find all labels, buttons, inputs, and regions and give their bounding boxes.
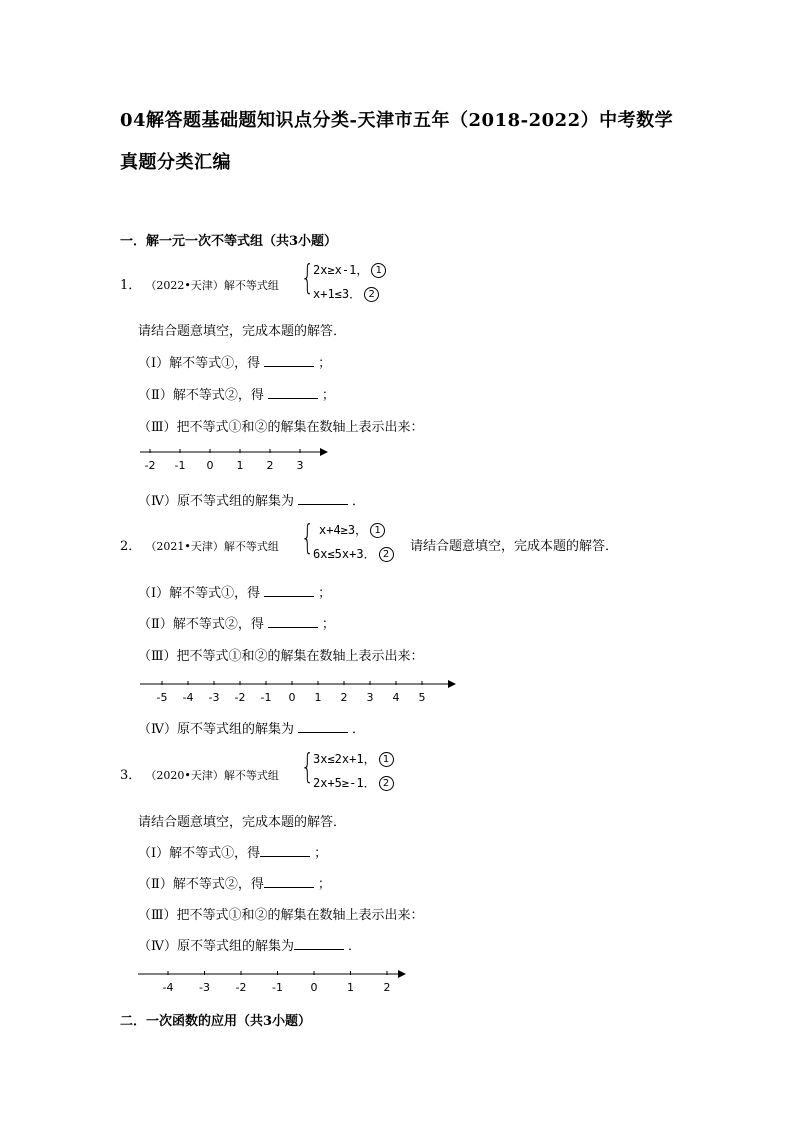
- q1-source: （2022•天津）解不等式组: [145, 279, 279, 292]
- q1-step3: （Ⅲ）把不等式①和②的解集在数轴上表示出来：: [138, 420, 424, 435]
- q1-tick-label: 1: [236, 459, 244, 472]
- q1-axis-arrow: [320, 448, 328, 456]
- q1-instruction: 请结合题意填空，完成本题的解答．: [138, 324, 347, 339]
- q3-step4: [138, 935, 361, 954]
- q1-number-line: [138, 442, 338, 476]
- q3-eq2-text: 2x+5≥-1．: [313, 776, 376, 790]
- q1-circle-2: 2: [364, 287, 379, 302]
- q3-eq1-text: 3x≤2x+1，: [313, 752, 376, 766]
- q3-number: 3．: [120, 768, 142, 783]
- q2-circle-1: 1: [370, 523, 385, 538]
- q3-tick-label: -3: [199, 981, 210, 994]
- q2-tick-label: -3: [208, 691, 220, 704]
- q2-step4: [138, 718, 365, 737]
- q3-tick-label: 2: [383, 981, 391, 994]
- q2-eq2-text: 6x≤5x+3．: [313, 547, 376, 561]
- q3-step2-end: ；: [317, 877, 331, 892]
- q1-step1-blank[interactable]: [264, 354, 314, 367]
- q2-step4-blank[interactable]: [298, 720, 348, 733]
- q3-step1-blank[interactable]: [260, 844, 310, 857]
- q3-axis-arrow: [398, 970, 406, 978]
- page-title-line-1: 04解答题基础题知识点分类-天津市五年（2018-2022）中考数学: [120, 110, 674, 131]
- q3-step1: [138, 842, 327, 861]
- q3-number-line: [136, 965, 412, 999]
- q3-instruction: 请结合题意填空，完成本题的解答．: [138, 815, 347, 830]
- section-1-heading: 一．解一元一次不等式组（共3小题）: [120, 234, 338, 249]
- q1-step1-end: ；: [318, 356, 332, 371]
- page-title-line-2: 真题分类汇编: [120, 152, 231, 173]
- q1-step4-text: （Ⅳ）原不等式组的解集为: [138, 494, 294, 509]
- q1-brace: {: [301, 258, 314, 298]
- q3-tick-label: 1: [347, 981, 354, 994]
- q2-step2-end: ；: [321, 617, 335, 632]
- q2-line: [120, 535, 279, 554]
- q2-tick-label: -5: [156, 691, 168, 704]
- q2-brace: {: [301, 518, 314, 558]
- q3-circle-2: 2: [379, 776, 394, 791]
- q3-step2: [138, 873, 331, 892]
- q3-step1-text: （Ⅰ）解不等式①，得: [138, 846, 261, 861]
- q3-circle-1: 1: [379, 752, 394, 767]
- q1-circle-1: 1: [371, 263, 386, 278]
- q1-tick-label: 3: [296, 459, 304, 472]
- q2-tick-label: 3: [366, 691, 374, 704]
- q2-step2: [138, 613, 335, 632]
- q2-tick-label: 2: [340, 691, 348, 704]
- q3-tick-label: -2: [235, 981, 247, 994]
- q2-step1: [138, 582, 331, 601]
- q2-tick-label: -1: [260, 691, 272, 704]
- q1-eq1-text: 2x≥x-1，: [313, 263, 369, 277]
- q1-step1-text: （Ⅰ）解不等式①，得: [138, 356, 261, 371]
- q1-step2: [138, 384, 335, 403]
- q1-number: 1．: [120, 278, 142, 293]
- q3-step4-text: （Ⅳ）原不等式组的解集为: [138, 939, 294, 954]
- q2-eq2: [313, 545, 394, 562]
- q3-step4-blank[interactable]: [294, 937, 344, 950]
- q3-brace: {: [301, 747, 314, 787]
- q3-source: （2020•天津）解不等式组: [145, 769, 279, 782]
- q2-step4-end: ．: [352, 722, 366, 737]
- q1-step4: [138, 490, 365, 509]
- q1-tick-label: 2: [266, 459, 274, 472]
- q2-tick-label: 4: [392, 691, 400, 704]
- q1-step2-text: （Ⅱ）解不等式②，得: [138, 388, 264, 403]
- q2-circle-2: 2: [379, 547, 394, 562]
- q3-eq1: [313, 750, 394, 767]
- q2-axis-arrow: [448, 680, 456, 688]
- q2-step1-blank[interactable]: [264, 584, 314, 597]
- q3-step2-blank[interactable]: [264, 875, 314, 888]
- q3-tick-label: -1: [272, 981, 283, 994]
- q3-step2-text: （Ⅱ）解不等式②，得: [138, 877, 264, 892]
- q2-eq1-text: x+4≥3，: [319, 523, 368, 537]
- q1-eq1: [313, 261, 386, 278]
- q2-step4-text: （Ⅳ）原不等式组的解集为: [138, 722, 294, 737]
- q3-eq2: [313, 774, 394, 791]
- q2-source: （2021•天津）解不等式组: [145, 540, 279, 553]
- q2-eq1: [319, 521, 385, 538]
- q2-instruction: 请结合题意填空，完成本题的解答．: [410, 539, 619, 554]
- q2-step1-end: ；: [318, 586, 332, 601]
- q1-step4-blank[interactable]: [298, 492, 348, 505]
- q1-step2-blank[interactable]: [268, 386, 318, 399]
- q2-number: 2．: [120, 539, 142, 554]
- q1-tick-label: 0: [206, 459, 214, 472]
- q1-line: [120, 274, 279, 293]
- q3-tick-label: 0: [310, 981, 318, 994]
- q3-step1-end: ；: [314, 846, 328, 861]
- q2-step3: （Ⅲ）把不等式①和②的解集在数轴上表示出来：: [138, 649, 424, 664]
- q3-line: [120, 764, 279, 783]
- q3-step3: （Ⅲ）把不等式①和②的解集在数轴上表示出来：: [138, 908, 424, 923]
- q2-tick-label: -4: [182, 691, 194, 704]
- q2-step2-text: （Ⅱ）解不等式②，得: [138, 617, 264, 632]
- q3-step4-end: ．: [348, 939, 362, 954]
- q2-tick-label: -2: [234, 691, 246, 704]
- q1-tick-label: -2: [144, 459, 156, 472]
- q1-step2-end: ；: [321, 388, 335, 403]
- q2-tick-label: 1: [314, 691, 322, 704]
- q1-tick-label: -1: [174, 459, 186, 472]
- q2-step1-text: （Ⅰ）解不等式①，得: [138, 586, 261, 601]
- q3-tick-label: -4: [162, 981, 174, 994]
- q2-step2-blank[interactable]: [268, 615, 318, 628]
- q1-eq2: [313, 285, 379, 302]
- q2-number-line: [138, 675, 460, 709]
- q1-step4-end: ．: [352, 494, 366, 509]
- section-2-heading: 二．一次函数的应用（共3小题）: [120, 1014, 312, 1029]
- q1-step1: [138, 352, 331, 371]
- q2-tick-label: 0: [288, 691, 296, 704]
- q1-eq2-text: x+1≤3．: [313, 287, 362, 301]
- q2-tick-label: 5: [418, 691, 426, 704]
